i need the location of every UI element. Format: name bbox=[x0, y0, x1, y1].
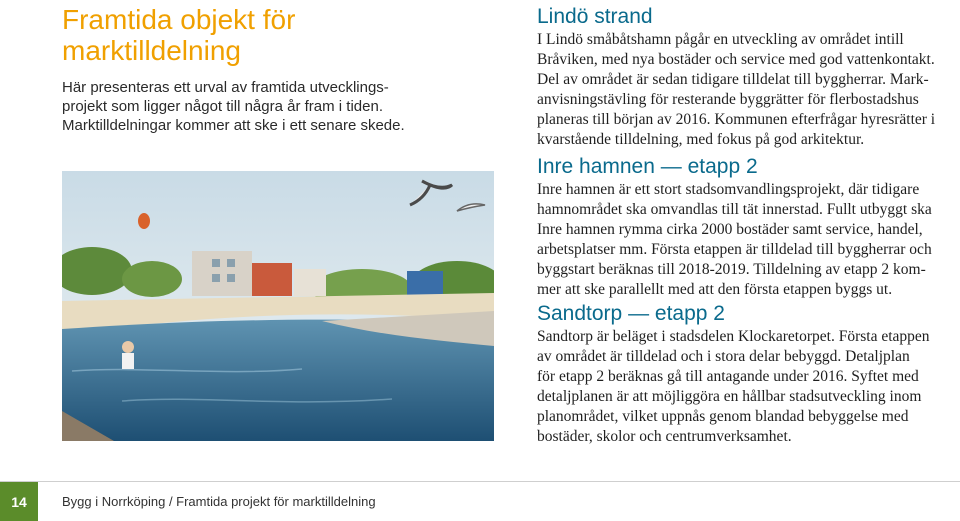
footer-breadcrumb: Bygg i Norrköping / Framtida projekt för marktilldelning bbox=[62, 494, 376, 509]
section-title: Lindö strand bbox=[537, 5, 653, 28]
section-inre-hamnen bbox=[537, 154, 932, 300]
intro-text: Här presenteras ett urval av framtida utvecklings- projekt som ligger något till några år fram i tiden. Marktilldelningar kommer att ske i ett senare skede. bbox=[62, 79, 405, 134]
left-column bbox=[62, 0, 422, 135]
harbor-illustration bbox=[62, 171, 494, 441]
section-title: Inre hamnen — etapp 2 bbox=[537, 155, 758, 178]
footer-divider bbox=[0, 481, 960, 482]
harbor-illustration-graphic bbox=[62, 171, 494, 441]
page-title: Framtida objekt för marktilldelning bbox=[62, 4, 296, 66]
section-lindo-strand bbox=[537, 4, 935, 150]
section-sandtorp bbox=[537, 301, 930, 447]
section-body: Inre hamnen är ett stort stadsomvandlingsprojekt, där tidigare hamnområdet ska omvandlas till tät innerstad. Fullt utbyggt ska Inre hamnen rymma cirka 2000 bostäder samt service, handel, arbetsplatser mm. Första etappen är tilldelad till byggherrar och byggstart beräknas till 2018-2019. Tilldelning av etapp 2 kom- mer att ske parallellt med att den första etappen byggs ut. bbox=[537, 181, 932, 298]
section-body: Sandtorp är beläget i stadsdelen Klockaretorpet. Första etappen av området är tilldelad och i stora delar bebyggd. Detaljplan för etapp 2 beräknas gå till antagande under 2016. Syftet med detaljplanen är att möjliggöra en hållbar stadsutveckling inom planområdet, vilket uppnås genom blandad bebyggelse med bostäder, skolor och centrumverksamhet. bbox=[537, 328, 930, 445]
section-body: I Lindö småbåtshamn pågår en utveckling av området intill Bråviken, med nya bostäder och service med god vattenkontakt. Del av området är sedan tidigare tilldelat till byggherrar. Mark- anvisningstävling för resterande byggrätter för flerbostadshus planeras till början av 2016. Kommunen efterfrågar hyresrätter i kvarstående tilldelning, med fokus på god arkitektur. bbox=[537, 31, 936, 148]
section-title: Sandtorp — etapp 2 bbox=[537, 302, 725, 325]
page-number-badge: 14 bbox=[0, 482, 38, 521]
